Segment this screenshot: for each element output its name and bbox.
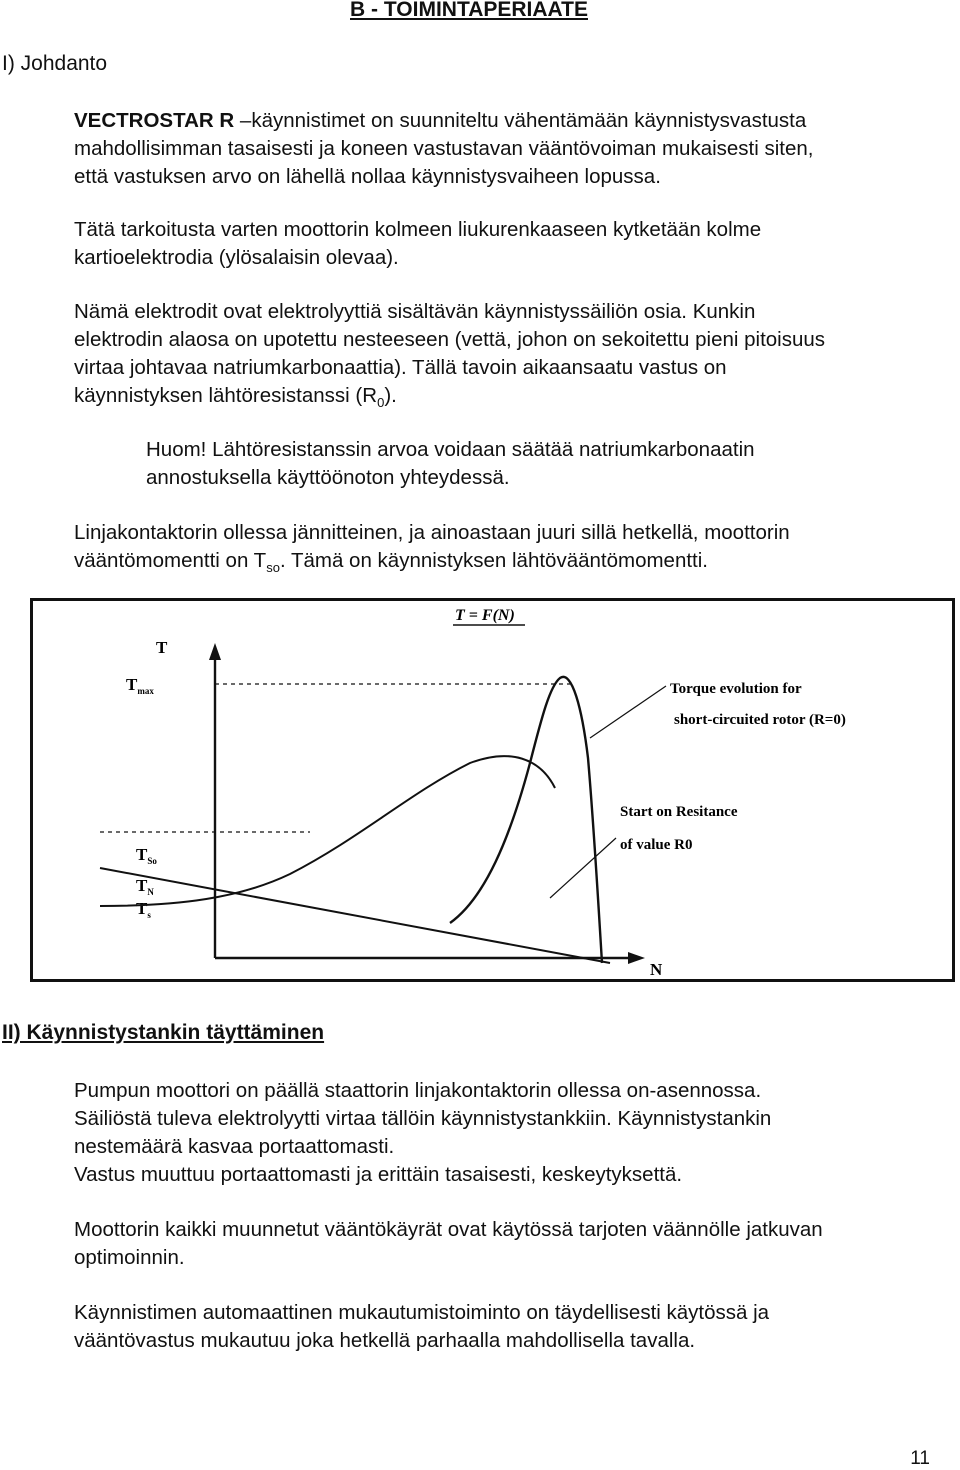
page-number: 11 bbox=[910, 1448, 930, 1469]
torque-speed-figure bbox=[30, 598, 955, 982]
annotation1-line1: Torque evolution for bbox=[670, 681, 802, 697]
contactor-paragraph-line2 bbox=[74, 547, 708, 582]
section-heading-johdanto: I) Johdanto bbox=[2, 52, 108, 75]
electrode-paragraph-line2: kartioelektrodia (ylösalaisin olevaa). bbox=[74, 246, 399, 269]
tmax-label: $T_{max}$ bbox=[126, 675, 154, 696]
electrolyte-paragraph-line2: elektrodin alaosa on upotettu nesteeseen (vettä, johon on sekoitettu pieni pitoisuus bbox=[74, 328, 826, 351]
ts-label: $T_s$ bbox=[136, 899, 151, 920]
tso-text-a: vääntömomentti on T bbox=[74, 549, 267, 572]
intro-paragraph-line3: että vastuksen arvo on lähellä nollaa käynnistysvaiheen lopussa. bbox=[74, 165, 661, 188]
adaptation-paragraph-line2: vääntövastus mukautuu joka hetkellä parhaalla mahdollisella tavalla. bbox=[74, 1329, 696, 1352]
filling-paragraph-line3: nestemäärä kasvaa portaattomasti. bbox=[74, 1135, 395, 1158]
contactor-paragraph-line1: Linjakontaktorin ollessa jännitteinen, ja ainoastaan juuri sillä hetkellä, moottorin bbox=[74, 521, 790, 544]
r0-text-b: ). bbox=[384, 384, 397, 407]
note-line1: Huom! Lähtöresistanssin arvoa voidaan säätää natriumkarbonaatin bbox=[146, 438, 755, 461]
y-axis-label: T bbox=[156, 638, 168, 657]
intro-paragraph-line2: mahdollisimman tasaisesti ja koneen vastustavan vääntövoiman mukaisesti siten, bbox=[74, 137, 814, 160]
x-axis-label: N bbox=[650, 960, 663, 979]
annotation1-line2: short-circuited rotor (R=0) bbox=[674, 712, 846, 728]
electrode-paragraph-line1: Tätä tarkoitusta varten moottorin kolmeen liukurenkaaseen kytketään kolme bbox=[74, 218, 762, 241]
annotation2-line2: of value R0 bbox=[620, 837, 693, 853]
optimization-paragraph-line1: Moottorin kaikki muunnetut vääntökäyrät ovat käytössä tarjoten väännölle jatkuvan bbox=[74, 1218, 823, 1241]
torque-speed-diagram bbox=[30, 598, 955, 982]
figure-frame bbox=[32, 600, 954, 981]
filling-paragraph-line1: Pumpun moottori on päällä staattorin linjakontaktorin ollessa on-asennossa. bbox=[74, 1079, 762, 1102]
figure-title: T = F(N) bbox=[455, 607, 515, 624]
section-b-title-text: B - TOIMINTAPERIAATE bbox=[350, 0, 588, 21]
tso-text-b: . Tämä on käynnistyksen lähtövääntömomentti. bbox=[279, 549, 709, 572]
optimization-paragraph-line2: optimoinnin. bbox=[74, 1246, 185, 1269]
r0-text-a: käynnistyksen lähtöresistanssi (R bbox=[74, 384, 378, 407]
tn-label: $T_N$ bbox=[136, 876, 154, 897]
r0-subscript: 0 bbox=[377, 395, 385, 411]
product-name: VECTROSTAR R bbox=[74, 109, 235, 132]
section-b-title bbox=[350, 0, 588, 22]
electrolyte-paragraph-line4 bbox=[74, 382, 397, 417]
electrolyte-paragraph-line3: virtaa johtavaa natriumkarbonaattia). Tällä tavoin aikaansaatu vastus on bbox=[74, 356, 727, 379]
electrolyte-paragraph-line1: Nämä elektrodit ovat elektrolyyttiä sisältävän käynnistyssäiliön osia. Kunkin bbox=[74, 300, 756, 323]
filling-paragraph-line4: Vastus muuttuu portaattomasti ja erittäin tasaisesti, keskeytyksettä. bbox=[74, 1163, 683, 1186]
adaptation-paragraph-line1: Käynnistimen automaattinen mukautumistoiminto on täydellisesti käytössä ja bbox=[74, 1301, 770, 1324]
annotation2-line1: Start on Resitance bbox=[620, 804, 738, 820]
filling-paragraph-line2: Säiliöstä tuleva elektrolyytti virtaa tällöin käynnistystankkiin. Käynnistystankin bbox=[74, 1107, 772, 1130]
section-heading-tankin-tayttaminen: II) Käynnistystankin täyttäminen bbox=[2, 1021, 325, 1044]
note-line2: annostuksella käyttöönoton yhteydessä. bbox=[146, 466, 510, 489]
intro-paragraph-line1 bbox=[74, 107, 806, 135]
tso-label: $T_{So}$ bbox=[136, 845, 157, 866]
tso-subscript: so bbox=[266, 560, 280, 576]
intro-text: –käynnistimet on suunniteltu vähentämään käynnistysvastusta bbox=[234, 109, 807, 132]
